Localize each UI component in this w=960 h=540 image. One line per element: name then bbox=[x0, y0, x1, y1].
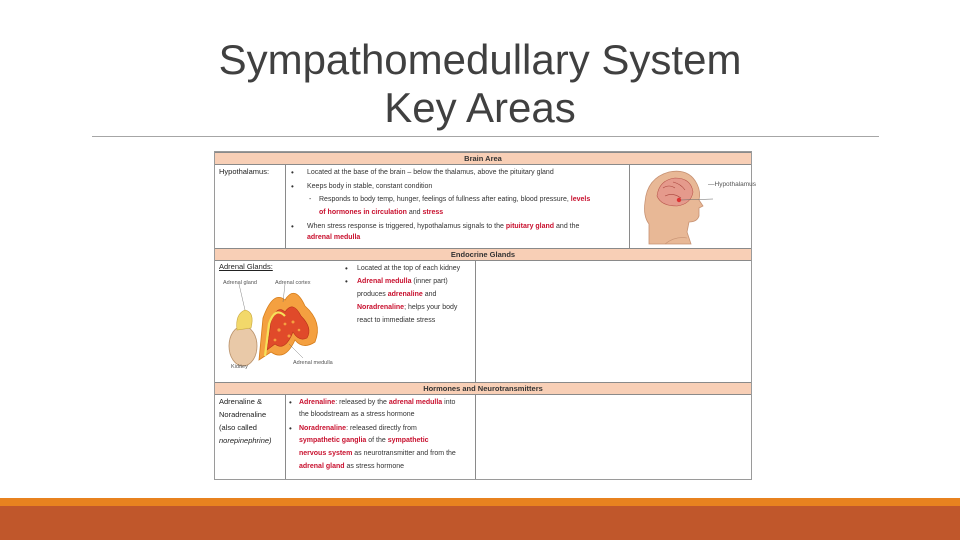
produces-text: produces bbox=[357, 291, 386, 298]
neurotransmitter-text: as neurotransmitter and from the bbox=[354, 450, 456, 457]
noradrenaline-point-line3 bbox=[299, 449, 456, 458]
caption-text: Hypothalamus bbox=[714, 181, 757, 188]
hypothalamus-label: Hypothalamus: bbox=[219, 167, 270, 176]
adrenal-point-2-line2 bbox=[357, 290, 436, 299]
subpoint-and: and bbox=[408, 209, 421, 216]
fig-label-adrenal-cortex: Adrenal cortex bbox=[275, 280, 311, 286]
adrenal-medulla-red-term: adrenal medulla bbox=[388, 399, 443, 406]
brain-area-header: Brain Area bbox=[215, 152, 751, 165]
point3-red-pituitary: pituitary gland bbox=[505, 223, 555, 230]
bullet-dot: • bbox=[291, 168, 294, 177]
adrenaline-point bbox=[299, 398, 455, 407]
adrenaline-red: adrenaline bbox=[387, 291, 423, 298]
nervous-system-red: nervous system bbox=[299, 450, 353, 457]
bullet-dot: • bbox=[345, 277, 348, 286]
sympathetic-red: sympathetic bbox=[387, 437, 429, 444]
released-by-text: : released by the bbox=[335, 399, 387, 406]
noradrenaline-red-term: Noradrenaline bbox=[299, 425, 347, 432]
adrenaline-point-line2: the bloodstream as a stress hormone bbox=[299, 411, 415, 418]
bullet-dot: • bbox=[345, 264, 348, 273]
noradrenaline-red: Noradrenaline bbox=[357, 304, 405, 311]
adrenaline-red-term: Adrenaline bbox=[299, 399, 336, 406]
into-text: into bbox=[444, 399, 456, 406]
bullet-dot: • bbox=[291, 222, 294, 231]
hypothalamus-figure-caption: —Hypothalamus bbox=[708, 181, 757, 188]
sympathetic-ganglia-red: sympathetic ganglia bbox=[299, 437, 367, 444]
subpoint-text: Responds to body temp, hunger, feelings of fullness after eating, blood pressure, bbox=[319, 196, 569, 203]
hypothalamus-subpoint-line2 bbox=[319, 208, 443, 217]
point3-text: When stress response is triggered, hypothalamus signals to the bbox=[307, 223, 504, 230]
inner-part-text: (inner part) bbox=[413, 278, 448, 285]
title-divider bbox=[92, 136, 879, 137]
adrenal-point-2-line4: react to immediate stress bbox=[357, 317, 436, 324]
subpoint-red-levels: levels bbox=[570, 196, 591, 203]
adrenal-point-2-line3 bbox=[357, 303, 457, 312]
title-line-1: Sympathomedullary System bbox=[218, 36, 742, 83]
embedded-document bbox=[214, 151, 757, 480]
fig-label-adrenal-gland: Adrenal gland bbox=[223, 280, 257, 286]
and-text: and bbox=[424, 291, 437, 298]
fig-label-kidney: Kidney bbox=[231, 364, 248, 370]
hypothalamus-point-1: Located at the base of the brain – below the thalamus, above the pituitary gland bbox=[307, 169, 554, 176]
subpoint-red-hormones: of hormones in circulation bbox=[319, 209, 407, 216]
footer-bar bbox=[0, 506, 960, 540]
hormone-label-4: norepinephrine) bbox=[219, 436, 272, 445]
bullet-dot: • bbox=[289, 424, 292, 433]
point3-red-adrenal: adrenal medulla bbox=[307, 234, 361, 241]
hypothalamus-point-2: Keeps body in stable, constant condition bbox=[307, 183, 433, 190]
noradrenaline-point bbox=[299, 424, 417, 433]
noradrenaline-point-line2 bbox=[299, 436, 429, 445]
noradrenaline-point-line4 bbox=[299, 462, 404, 471]
adrenal-glands-label: Adrenal Glands: bbox=[219, 262, 273, 271]
of-the-text: of the bbox=[368, 437, 386, 444]
footer-accent-bar bbox=[0, 498, 960, 506]
hormones-col-divider-1 bbox=[285, 394, 286, 479]
brain-col-divider-1 bbox=[285, 164, 286, 248]
fig-label-adrenal-medulla: Adrenal medulla bbox=[293, 360, 333, 366]
hormone-label-2: Noradrenaline bbox=[219, 410, 267, 419]
adrenal-gland-red: adrenal gland bbox=[299, 463, 345, 470]
stress-hormone-text: as stress hormone bbox=[346, 463, 405, 470]
hypothalamus-point-3 bbox=[307, 222, 579, 231]
hormone-label-1: Adrenaline & bbox=[219, 397, 262, 406]
released-directly-text: : released directly from bbox=[346, 425, 417, 432]
head-hypothalamus-figure bbox=[635, 166, 747, 246]
hypothalamus-point-3-line2 bbox=[307, 233, 360, 242]
bullet-dot: • bbox=[291, 182, 294, 191]
hormone-label-3: (also called bbox=[219, 423, 257, 432]
slide-title bbox=[0, 36, 960, 132]
endocrine-header: Endocrine Glands bbox=[215, 248, 751, 261]
point3-and: and the bbox=[556, 223, 580, 230]
hormones-col-divider-2 bbox=[475, 394, 476, 479]
adrenal-medulla-red: Adrenal medulla bbox=[357, 278, 412, 285]
subpoint-red-stress: stress bbox=[422, 209, 444, 216]
adrenal-point-1: Located at the top of each kidney bbox=[357, 265, 461, 272]
hormones-header: Hormones and Neurotransmitters bbox=[215, 382, 751, 395]
title-line-2: Key Areas bbox=[384, 84, 576, 131]
dash-bullet: - bbox=[309, 196, 312, 203]
bullet-dot: • bbox=[289, 398, 292, 407]
adrenal-point-2 bbox=[357, 277, 448, 286]
brain-col-divider-2 bbox=[629, 164, 630, 248]
helps-text: ; helps your body bbox=[404, 304, 458, 311]
hypothalamus-subpoint bbox=[319, 195, 590, 204]
endocrine-col-divider bbox=[475, 260, 476, 382]
